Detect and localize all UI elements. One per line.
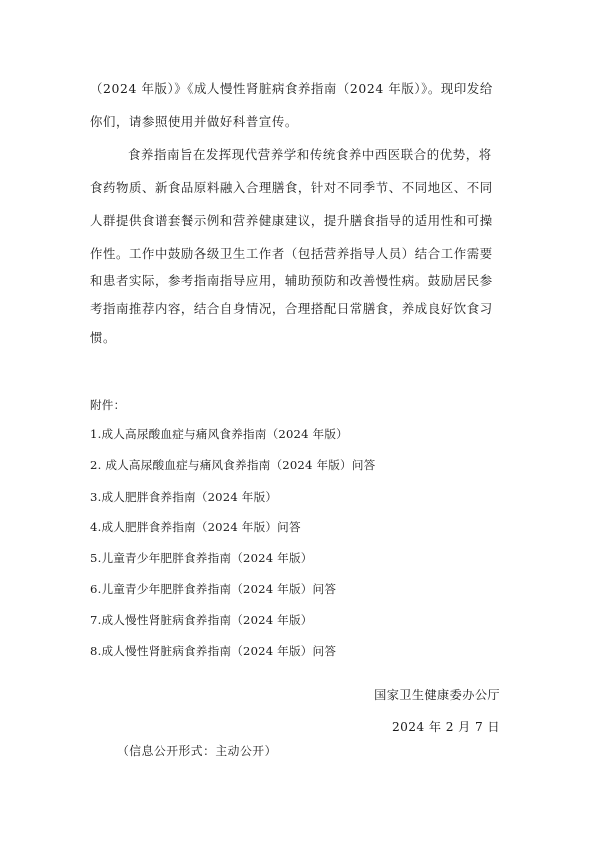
paragraph-2-line-5: 和患者实际，参考指南指导应用，辅助预防和改善慢性病。鼓励居民参 — [90, 273, 493, 288]
paragraph-1-line-2: 你们，请参照使用并做好科普宣传。 — [90, 114, 298, 129]
attachment-item-8: 8.成人慢性肾脏病食养指南（2024 年版）问答 — [90, 644, 337, 658]
paragraph-2-line-6: 考指南推荐内容，结合自身情况，合理搭配日常膳食，养成良好饮食习 — [90, 301, 493, 316]
paragraph-1-line-1: （2024 年版）》《成人慢性肾脏病食养指南（2024 年版）》。现印发给 — [90, 81, 493, 96]
attachment-item-5: 5.儿童青少年肥胖食养指南（2024 年版） — [90, 551, 313, 565]
attachment-item-4: 4.成人肥胖食养指南（2024 年版）问答 — [90, 520, 301, 534]
attachment-item-3: 3.成人肥胖食养指南（2024 年版） — [90, 490, 278, 504]
attachment-item-7: 7.成人慢性肾脏病食养指南（2024 年版） — [90, 613, 313, 627]
paragraph-2-line-4: 作性。工作中鼓励各级卫生工作者（包括营养指导人员）结合工作需要 — [90, 246, 493, 261]
attachments-heading: 附件： — [90, 398, 126, 412]
issue-date: 2024 年 2 月 7 日 — [391, 720, 500, 734]
paragraph-2-line-1: 食养指南旨在发挥现代营养学和传统食养中西医联合的优势，将 — [128, 147, 492, 162]
disclosure-note: （信息公开形式：主动公开） — [117, 744, 277, 758]
paragraph-2-line-2: 食药物质、新食品原料融入合理膳食，针对不同季节、不同地区、不同 — [90, 180, 493, 195]
attachment-item-6: 6.儿童青少年肥胖食养指南（2024 年版）问答 — [90, 582, 337, 596]
paragraph-2-line-7: 惯。 — [90, 330, 116, 345]
attachment-item-1: 1.成人高尿酸血症与痛风食养指南（2024 年版） — [90, 427, 348, 441]
paragraph-2-line-3: 人群提供食谱套餐示例和营养健康建议，提升膳食指导的适用性和可操 — [90, 213, 493, 228]
issuer-signature: 国家卫生健康委办公厅 — [374, 688, 500, 702]
attachment-item-2: 2. 成人高尿酸血症与痛风食养指南（2024 年版）问答 — [90, 458, 376, 472]
